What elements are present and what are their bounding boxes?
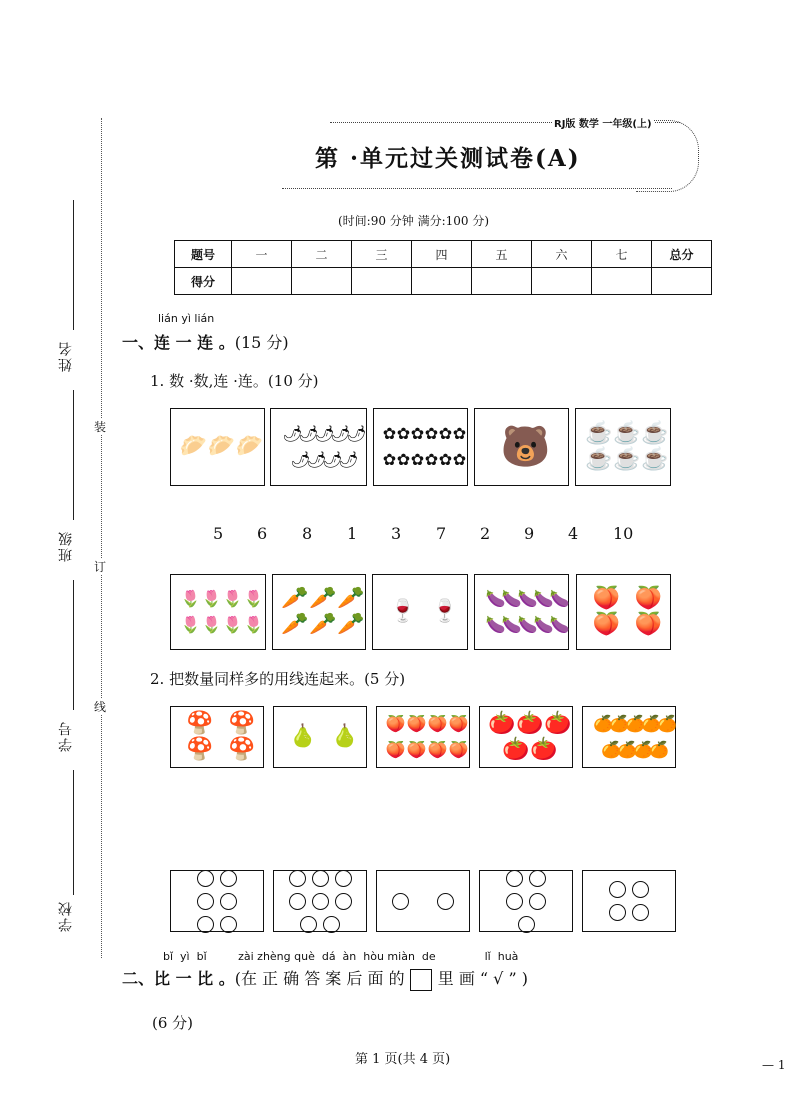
orange-icon: 🍊 bbox=[633, 740, 653, 759]
peach-icon: 🍑 bbox=[634, 612, 663, 637]
circle-icon bbox=[335, 893, 352, 910]
q2-circle-box-3 bbox=[376, 870, 470, 932]
pepper-icon: 🌶 bbox=[314, 424, 335, 443]
peach-icon: 🍑 bbox=[634, 586, 663, 611]
score-table bbox=[174, 240, 712, 295]
score-input-cell[interactable] bbox=[472, 268, 532, 295]
score-input-cell[interactable] bbox=[592, 268, 652, 295]
orange-icon: 🍊 bbox=[625, 714, 645, 733]
number-label: 10 bbox=[613, 524, 634, 543]
eggplant-icon: 🍆 bbox=[485, 615, 506, 634]
name-label: 姓名 bbox=[58, 340, 74, 372]
section2-instruction: (在 正 确 答 案 后 面 的 bbox=[234, 969, 405, 988]
number-label: 3 bbox=[391, 524, 402, 543]
pear-icon: 🍐 bbox=[331, 724, 359, 749]
tulip-icon: 🌷 bbox=[201, 589, 222, 608]
score-cell: 一 bbox=[232, 241, 292, 268]
class-label: 班级 bbox=[58, 530, 74, 562]
number-label: 2 bbox=[480, 524, 491, 543]
flower-icon: ✿ bbox=[396, 450, 411, 469]
number-label: 学号 bbox=[58, 720, 74, 752]
radish-icon-group bbox=[273, 575, 373, 649]
q2-circle-box-2 bbox=[273, 870, 367, 932]
number-label: 7 bbox=[436, 524, 447, 543]
eggplant-icon: 🍆 bbox=[533, 589, 554, 608]
glass-icon: 🍷 bbox=[431, 599, 459, 624]
circle-icon bbox=[312, 893, 329, 910]
glass-icon-group bbox=[373, 575, 475, 649]
section1-heading bbox=[122, 330, 289, 353]
score-table-header-row bbox=[175, 241, 712, 268]
school-underline bbox=[73, 770, 74, 895]
section2-title: 二、比 一 比 。 bbox=[122, 969, 235, 988]
peach-icon: 🍑 bbox=[592, 612, 621, 637]
section1-points: (15 分) bbox=[234, 333, 289, 352]
orange-icon: 🍊 bbox=[617, 740, 637, 759]
picture-box-bottom-1 bbox=[170, 574, 266, 650]
glass-icon: 🍷 bbox=[389, 599, 417, 624]
q2-picture-box-4 bbox=[479, 706, 573, 768]
eggplant-icon: 🍆 bbox=[549, 589, 570, 608]
score-input-cell[interactable] bbox=[352, 268, 412, 295]
mushroom-icon: 🍄 bbox=[186, 737, 214, 762]
flower-icon: ✿ bbox=[452, 424, 467, 443]
tomato-icon: 🍅 bbox=[544, 711, 572, 736]
flower-icon-group bbox=[374, 409, 475, 485]
score-cell: 得分 bbox=[175, 268, 232, 295]
cup-icon: ☕ bbox=[585, 447, 613, 472]
pepper-icon: 🌶 bbox=[322, 450, 343, 469]
flower-icon: ✿ bbox=[438, 450, 453, 469]
tomato-icon: 🍅 bbox=[516, 711, 544, 736]
orange-icon: 🍊 bbox=[609, 714, 629, 733]
eggplant-icon: 🍆 bbox=[485, 589, 506, 608]
bear-icon: 🐻 bbox=[500, 424, 551, 470]
picture-box-bottom-3 bbox=[372, 574, 468, 650]
section1-pinyin: lián yì lián bbox=[158, 312, 215, 325]
q2-picture-box-5 bbox=[582, 706, 676, 768]
score-table-score-row bbox=[175, 268, 712, 295]
flower-icon: ✿ bbox=[410, 450, 425, 469]
score-input-cell[interactable] bbox=[532, 268, 592, 295]
peach-icon: 🍑 bbox=[427, 714, 448, 733]
answer-checkbox-sample bbox=[410, 969, 432, 991]
pepper-icon: 🌶 bbox=[338, 450, 359, 469]
peach-icon: 🍑 bbox=[427, 740, 448, 759]
circle-icon bbox=[529, 893, 546, 910]
tulip-icon: 🌷 bbox=[180, 589, 201, 608]
flower-icon: ✿ bbox=[396, 424, 411, 443]
score-cell: 三 bbox=[352, 241, 412, 268]
circle-icon bbox=[300, 916, 317, 933]
flower-icon: ✿ bbox=[424, 450, 439, 469]
tomato-icon: 🍅 bbox=[502, 737, 530, 762]
circle-icon bbox=[609, 904, 626, 921]
q2-picture-box-3 bbox=[376, 706, 470, 768]
tulip-icon: 🌷 bbox=[201, 615, 222, 634]
score-cell: 题号 bbox=[175, 241, 232, 268]
section2-heading bbox=[122, 966, 528, 991]
steamed-bun-icon: 🥟 bbox=[207, 434, 236, 459]
binding-dotted-line bbox=[101, 118, 102, 958]
score-input-cell[interactable] bbox=[292, 268, 352, 295]
circle-group bbox=[377, 871, 469, 931]
tomato-icon: 🍅 bbox=[488, 711, 516, 736]
radish-icon: 🥕 bbox=[281, 586, 309, 611]
peach-icon: 🍑 bbox=[406, 740, 427, 759]
radish-icon: 🥕 bbox=[337, 612, 365, 637]
eggplant-icon: 🍆 bbox=[501, 615, 522, 634]
eggplant-icon: 🍆 bbox=[501, 589, 522, 608]
circle-icon bbox=[197, 916, 214, 933]
page-title: 第 ·单元过关测试卷(A) bbox=[315, 145, 581, 172]
circle-icon bbox=[392, 893, 409, 910]
radish-icon: 🥕 bbox=[309, 612, 337, 637]
flower-icon: ✿ bbox=[452, 450, 467, 469]
circle-icon bbox=[220, 893, 237, 910]
eggplant-icon: 🍆 bbox=[533, 615, 554, 634]
flower-icon: ✿ bbox=[410, 424, 425, 443]
number-underline bbox=[73, 580, 74, 710]
name-underline bbox=[73, 200, 74, 330]
picture-box-top-4 bbox=[474, 408, 569, 486]
peach-icon: 🍑 bbox=[406, 714, 427, 733]
mushroom-icon: 🍄 bbox=[228, 737, 256, 762]
number-label: 8 bbox=[302, 524, 313, 543]
tulip-icon-group bbox=[171, 575, 273, 649]
flower-icon: ✿ bbox=[382, 424, 397, 443]
tulip-icon: 🌷 bbox=[243, 589, 264, 608]
pepper-icon: 🌶 bbox=[330, 424, 351, 443]
number-label: 4 bbox=[568, 524, 579, 543]
pepper-icon: 🌶 bbox=[306, 450, 327, 469]
score-input-cell[interactable] bbox=[652, 268, 712, 295]
orange-icon: 🍊 bbox=[601, 740, 621, 759]
circle-icon bbox=[632, 881, 649, 898]
circle-icon bbox=[506, 870, 523, 887]
flower-icon: ✿ bbox=[438, 424, 453, 443]
score-input-cell[interactable] bbox=[232, 268, 292, 295]
orange-icon: 🍊 bbox=[593, 714, 613, 733]
pepper-icon: 🌶 bbox=[290, 450, 311, 469]
score-cell: 五 bbox=[472, 241, 532, 268]
pear-icon-group bbox=[274, 707, 374, 767]
circle-icon bbox=[289, 870, 306, 887]
pepper-icon: 🌶 bbox=[346, 424, 367, 443]
series-label: RJ版 数学 一年级(上) bbox=[552, 115, 654, 130]
school-label: 学校 bbox=[58, 900, 74, 932]
cup-icon: ☕ bbox=[641, 421, 669, 446]
mushroom-icon: 🍄 bbox=[228, 711, 256, 736]
cup-icon-group bbox=[576, 409, 678, 485]
circle-group bbox=[480, 871, 572, 931]
q2-picture-box-2 bbox=[273, 706, 367, 768]
picture-box-bottom-4 bbox=[474, 574, 569, 650]
radish-icon: 🥕 bbox=[281, 612, 309, 637]
number-label: 9 bbox=[524, 524, 535, 543]
circle-icon bbox=[312, 870, 329, 887]
peach-icon: 🍑 bbox=[448, 714, 469, 733]
score-cell: 六 bbox=[532, 241, 592, 268]
picture-box-top-2 bbox=[270, 408, 367, 486]
cup-icon: ☕ bbox=[585, 421, 613, 446]
tulip-icon: 🌷 bbox=[180, 615, 201, 634]
circle-icon bbox=[437, 893, 454, 910]
mushroom-icon-group bbox=[171, 707, 271, 767]
header-curve bbox=[636, 120, 699, 192]
mushroom-icon: 🍄 bbox=[186, 711, 214, 736]
picture-box-top-5 bbox=[575, 408, 671, 486]
circle-icon bbox=[220, 916, 237, 933]
circle-icon bbox=[197, 870, 214, 887]
steamed-bun-icon: 🥟 bbox=[179, 434, 208, 459]
q2-picture-box-1 bbox=[170, 706, 264, 768]
pear-icon: 🍐 bbox=[289, 724, 317, 749]
number-label: 5 bbox=[213, 524, 224, 543]
eggplant-icon: 🍆 bbox=[517, 589, 538, 608]
picture-box-bottom-2 bbox=[272, 574, 366, 650]
time-score-info: (时间:90 分钟 满分:100 分) bbox=[338, 214, 490, 228]
circle-icon bbox=[220, 870, 237, 887]
orange-icon-group bbox=[583, 707, 683, 767]
section2-points: (6 分) bbox=[152, 1014, 194, 1032]
tulip-icon: 🌷 bbox=[222, 615, 243, 634]
section2-pinyin: bǐ yì bǐ zài zhèng què dá àn hòu miàn de lǐ huà bbox=[163, 950, 519, 963]
peach-icon-group bbox=[577, 575, 678, 649]
section1-title: 一、连 一 连 。 bbox=[122, 333, 235, 352]
pepper-icon-group bbox=[271, 409, 374, 485]
bind-char-xian: 线 bbox=[94, 700, 107, 714]
circle-icon bbox=[506, 893, 523, 910]
circle-icon bbox=[335, 870, 352, 887]
peach-icon-group bbox=[377, 707, 477, 767]
pepper-icon: 🌶 bbox=[298, 424, 319, 443]
flower-icon: ✿ bbox=[424, 424, 439, 443]
picture-box-top-1 bbox=[170, 408, 265, 486]
bear-icon-group bbox=[475, 409, 576, 485]
page-footer: 第 1 页(共 4 页) bbox=[355, 1052, 451, 1067]
bind-char-ding: 订 bbox=[94, 560, 107, 574]
question2-text: 2. 把数量同样多的用线连起来。(5 分) bbox=[150, 670, 406, 688]
tomato-icon-group bbox=[480, 707, 580, 767]
circle-group bbox=[583, 871, 675, 931]
number-label: 6 bbox=[257, 524, 268, 543]
bind-char-zhuang: 装 bbox=[94, 420, 107, 434]
circle-icon bbox=[609, 881, 626, 898]
tulip-icon: 🌷 bbox=[243, 615, 264, 634]
steamed-bun-icon: 🥟 bbox=[235, 434, 264, 459]
score-input-cell[interactable] bbox=[412, 268, 472, 295]
class-underline bbox=[73, 390, 74, 520]
picture-box-top-3 bbox=[373, 408, 468, 486]
side-page-number: — 1 bbox=[762, 1058, 786, 1072]
orange-icon: 🍊 bbox=[641, 714, 661, 733]
cup-icon: ☕ bbox=[613, 447, 641, 472]
q2-circle-box-5 bbox=[582, 870, 676, 932]
circle-icon bbox=[518, 916, 535, 933]
orange-icon: 🍊 bbox=[649, 740, 669, 759]
circle-icon bbox=[197, 893, 214, 910]
radish-icon: 🥕 bbox=[337, 586, 365, 611]
orange-icon: 🍊 bbox=[657, 714, 677, 733]
pepper-icon: 🌶 bbox=[282, 424, 303, 443]
score-cell: 七 bbox=[592, 241, 652, 268]
picture-box-bottom-5 bbox=[576, 574, 671, 650]
score-cell: 四 bbox=[412, 241, 472, 268]
flower-icon: ✿ bbox=[382, 450, 397, 469]
score-cell: 总分 bbox=[652, 241, 712, 268]
circle-group bbox=[274, 871, 366, 931]
circle-group bbox=[171, 871, 263, 931]
peach-icon: 🍑 bbox=[592, 586, 621, 611]
eggplant-icon: 🍆 bbox=[517, 615, 538, 634]
eggplant-icon: 🍆 bbox=[549, 615, 570, 634]
radish-icon: 🥕 bbox=[309, 586, 337, 611]
eggplant-icon-group bbox=[475, 575, 576, 649]
header-bottom-rule bbox=[282, 188, 672, 189]
peach-icon: 🍑 bbox=[448, 740, 469, 759]
circle-icon bbox=[529, 870, 546, 887]
section2-instruction-end: 里 画 “ √ ” ) bbox=[437, 969, 528, 988]
tulip-icon: 🌷 bbox=[222, 589, 243, 608]
tomato-icon: 🍅 bbox=[530, 737, 558, 762]
q2-circle-box-4 bbox=[479, 870, 573, 932]
peach-icon: 🍑 bbox=[385, 740, 406, 759]
score-cell: 二 bbox=[292, 241, 352, 268]
number-label: 1 bbox=[347, 524, 358, 543]
question1-text: 1. 数 ·数,连 ·连。(10 分) bbox=[150, 372, 319, 390]
circle-icon bbox=[323, 916, 340, 933]
cup-icon: ☕ bbox=[641, 447, 669, 472]
circle-icon bbox=[632, 904, 649, 921]
q2-circle-box-1 bbox=[170, 870, 264, 932]
cup-icon: ☕ bbox=[613, 421, 641, 446]
peach-icon: 🍑 bbox=[385, 714, 406, 733]
circle-icon bbox=[289, 893, 306, 910]
steamed-bun-icon-group bbox=[171, 409, 272, 485]
